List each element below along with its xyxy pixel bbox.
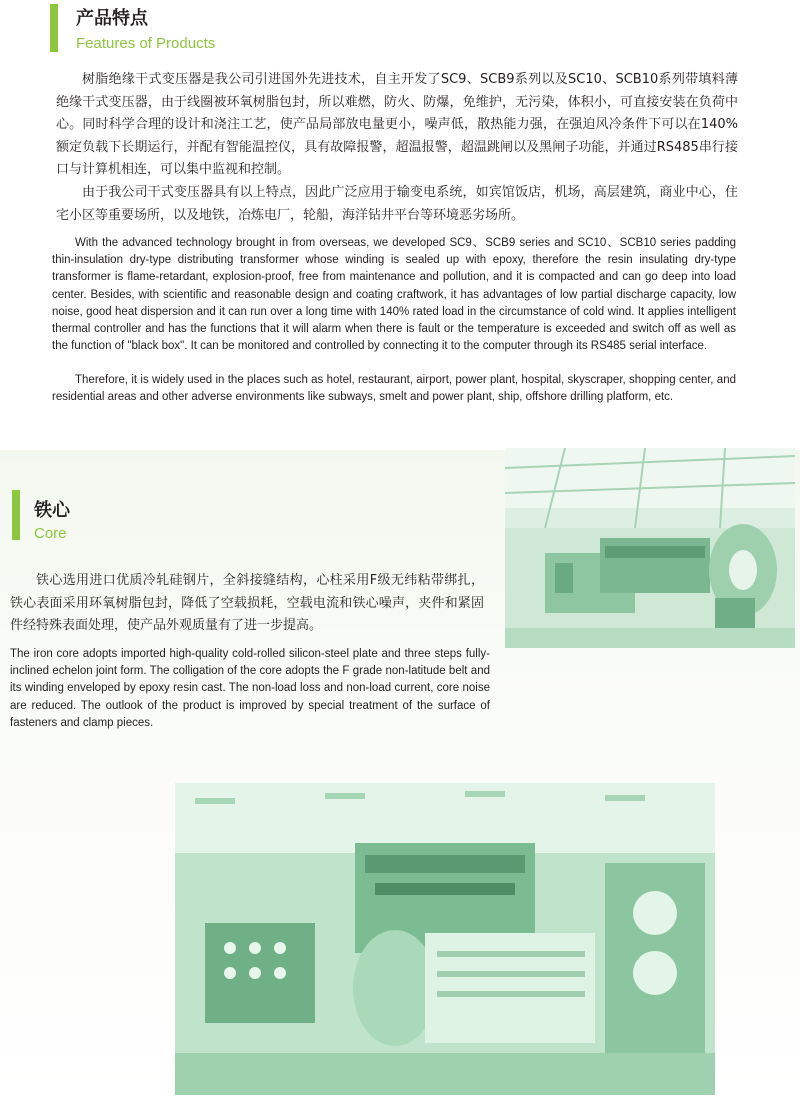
core-en-paragraph: The iron core adopts imported high-quality cold-rolled silicon-steel plate and three steps fully-inclined echelon joint form. The colligation of the core adopts the F grade non-latitude belt and its winding enveloped by epoxy resin cast. The non-load loss and non-load current, core noise are reduced. The outlook of the product is improved by special treatment of the surface of fasteners and clamp pieces. — [10, 648, 490, 729]
features-cn-paragraph-1: 树脂绝缘干式变压器是我公司引进国外先进技术，自主开发了SC9、SCB9系列以及SC10、SCB10系列带填料薄绝缘干式变压器，由于线圈被环氧树脂包封，所以难燃，防火、防爆，免维护，无污染，体积小，可直接安装在负荷中心。同时科学合理的设计和浇注工艺，使产品局部放电量更小，噪声低，散热能力强，在强迫风冷条件下可以在140%额定负载下长期运行，并配有智能温控仪，具有故障报警，超温报警，超温跳闸以及黑闸子功能，并通过RS485串行接口与计算机相连，可以集中监视和控制。 — [56, 72, 738, 177]
core-title-en: Core — [34, 525, 67, 542]
core-title-cn: 铁心 — [34, 500, 70, 521]
features-cn-paragraph-2: 由于我公司干式变压器具有以上特点，因此广泛应用于输变电系统，如宾馆饭店，机场，高层建筑，商业中心，住宅小区等重要场所，以及地铁，冶炼电厂，轮船，海洋钻井平台等环境恶劣场所。 — [56, 185, 738, 223]
factory-photo — [505, 448, 795, 648]
core-cn-paragraph: 铁心选用进口优质冷轧硅钢片，全斜接缝结构，心柱采用F级无纬粘带绑扎，铁心表面采用环氧树脂包封，降低了空载损耗，空载电流和铁心噪声，夹件和紧固件经特殊表面处理，使产品外观质量有了进一步提高。 — [10, 573, 484, 633]
features-en-paragraph-1: With the advanced technology brought in from overseas, we developed SC9、SCB9 series and SC10、SCB10 series padding thin-insulation dry-type distributing transformer whose winding is sealed up with epoxy, therefore the resin insulating dry-type transformer is flame-retardant, explosion-proof, free from maintenance and pollution, and it is compacted and can go deep into load center. Besides, with scientific and reasonable design and coating craftwork, it has advantages of low partial discharge capacity, low noise, good heat dispersion and it can run over a long time with 140% rated load in the circumstance of cold wind. It applies intelligent thermal controller and has the functions that it will alarm when there is fault or the temperature is exceeded and switch off as well as the function of "black box". It can be monitored and controlled by connecting it to the computer through its RS485 serial interface. — [52, 237, 736, 353]
features-accent-bar — [50, 4, 58, 52]
features-section — [0, 0, 800, 450]
features-title-en: Features of Products — [76, 35, 216, 52]
features-en-paragraph-2: Therefore, it is widely used in the places such as hotel, restaurant, airport, power plant, hospital, skyscraper, shopping center, and residential areas and other adverse environments like subways, smelt and power plant, ship, offshore drilling platform, etc. — [52, 374, 736, 404]
features-title-cn: 产品特点 — [76, 8, 148, 29]
production-line-photo — [175, 783, 715, 1095]
core-accent-bar — [12, 490, 20, 540]
